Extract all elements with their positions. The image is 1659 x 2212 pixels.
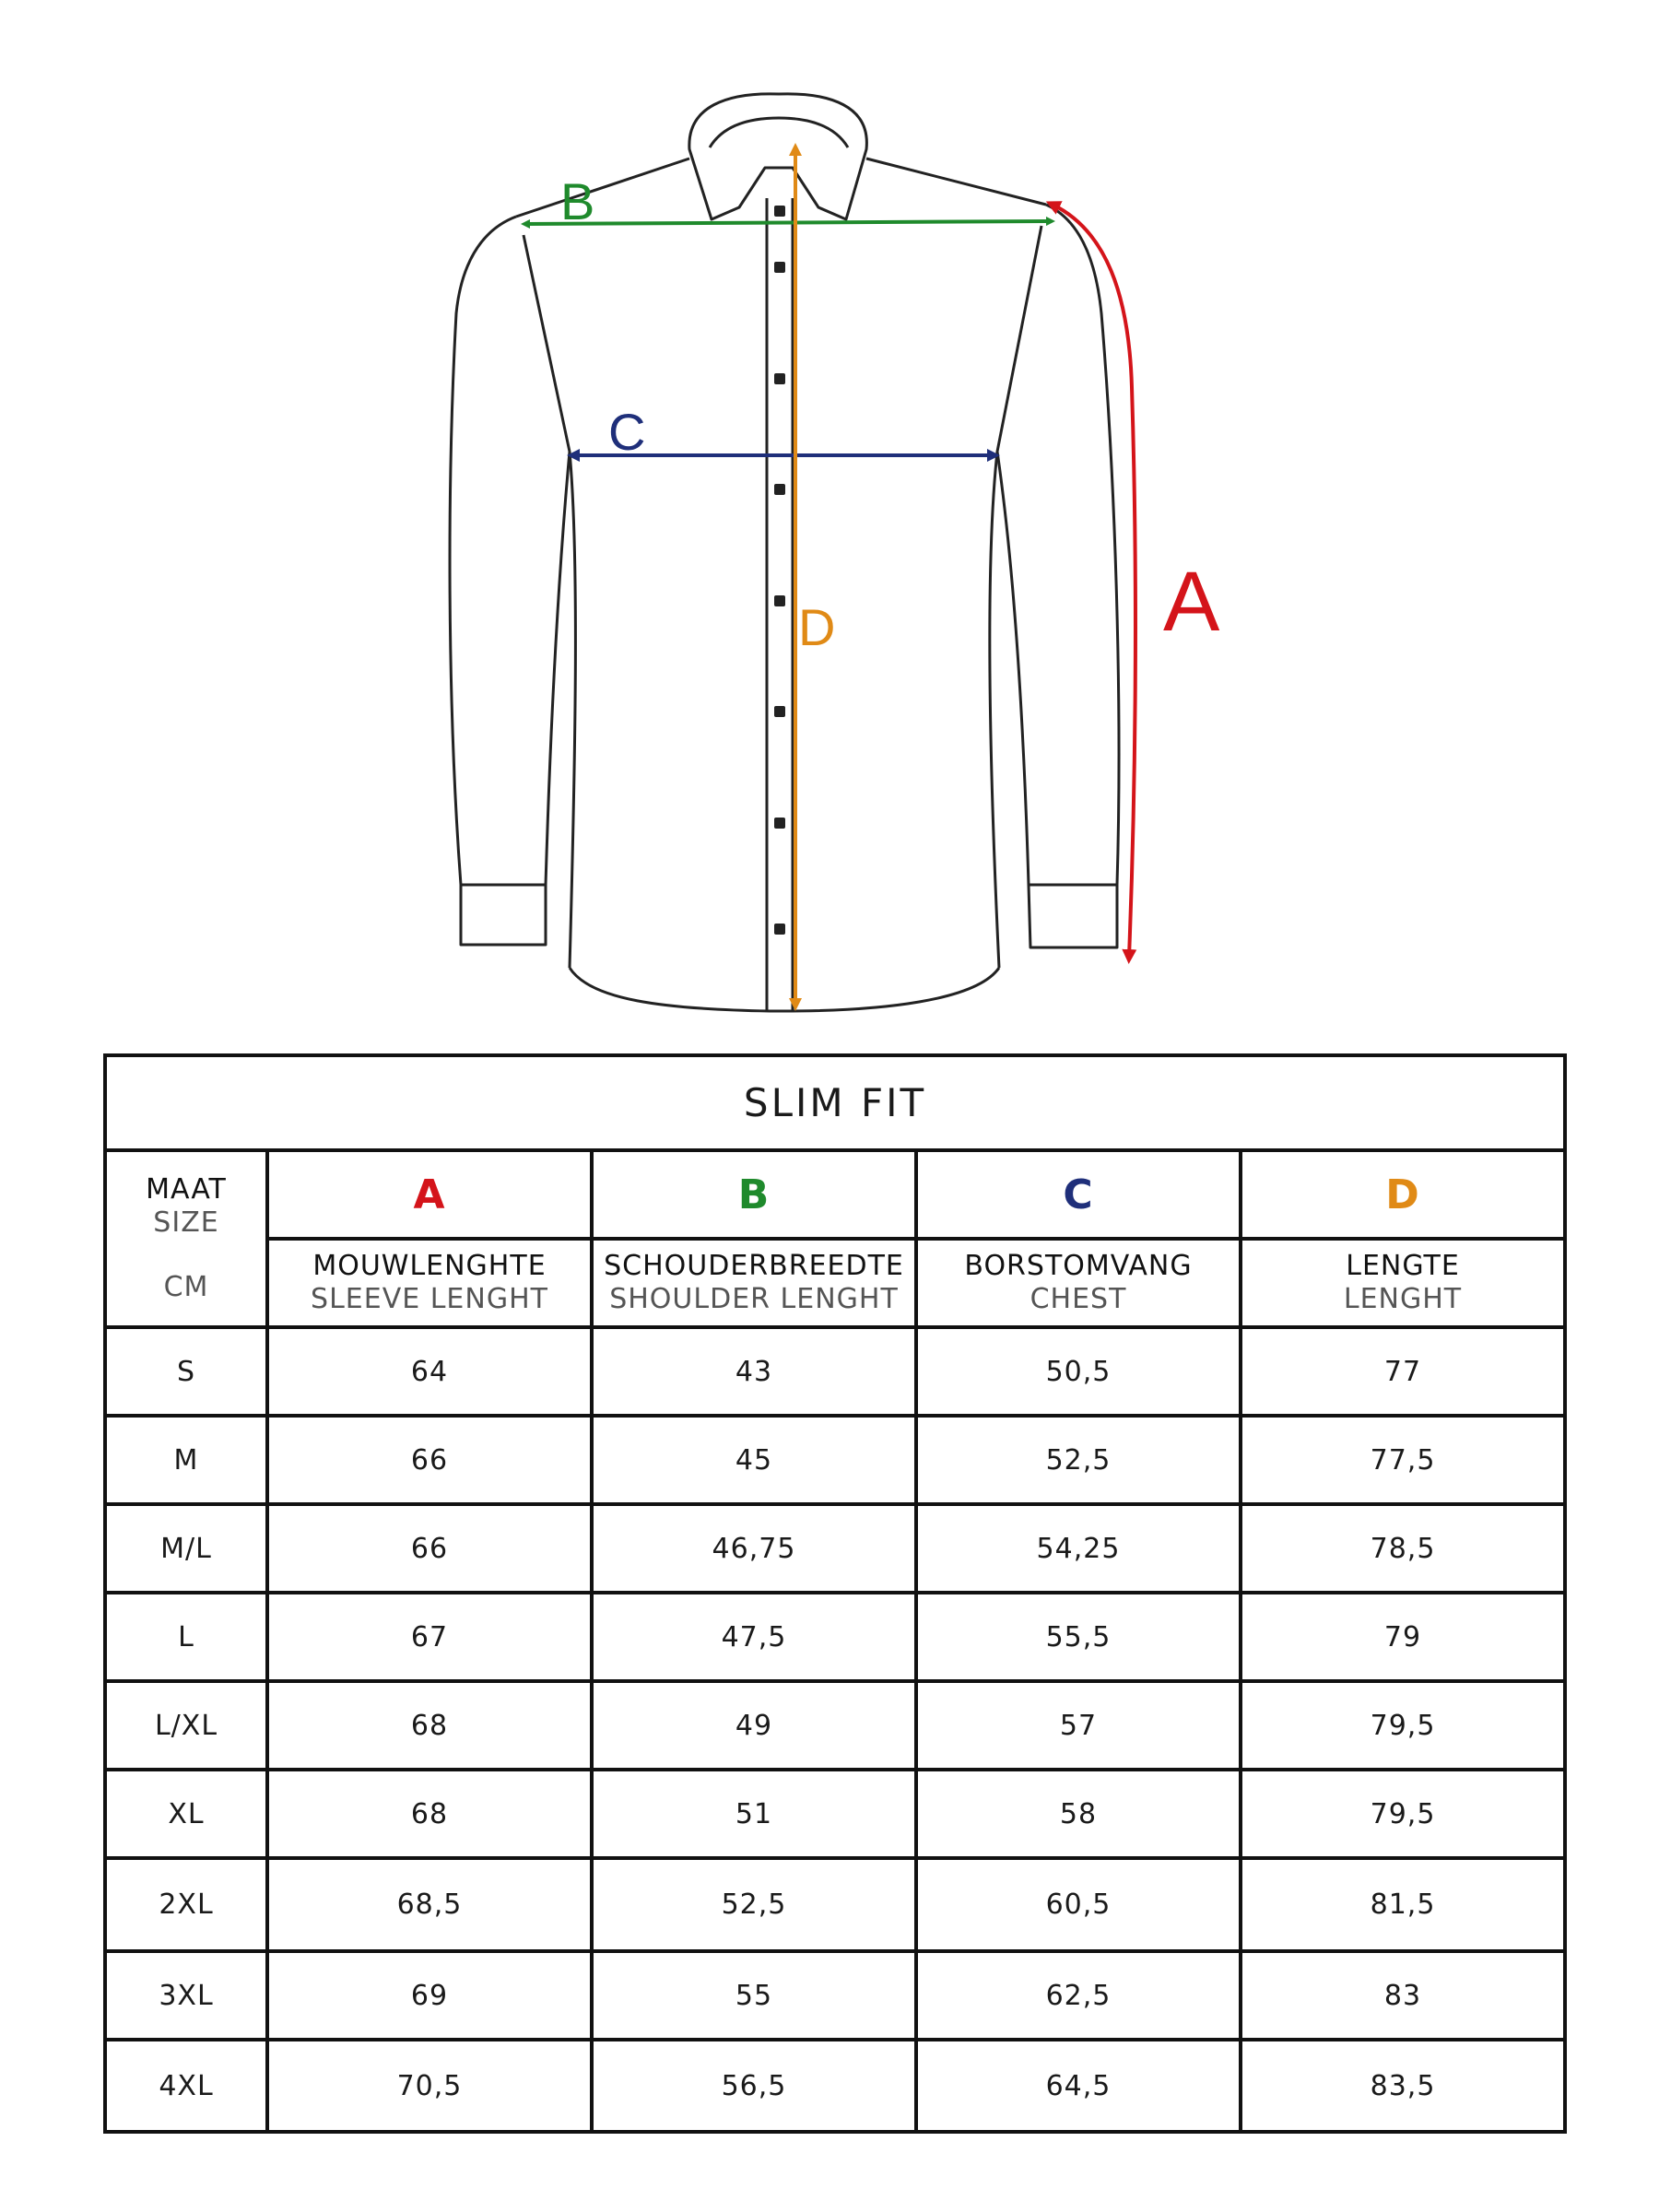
table-row bbox=[105, 1593, 1565, 1681]
shirt-outline bbox=[450, 94, 1119, 1011]
table-row bbox=[105, 1858, 1565, 1951]
size-header-unit: CM bbox=[163, 1271, 209, 1303]
column-label-en: SHOULDER LENGHT bbox=[609, 1283, 899, 1315]
measurement-cell-d: 79,5 bbox=[1241, 1681, 1565, 1770]
shirt-measurement-diagram bbox=[0, 0, 1659, 1032]
table-row bbox=[105, 1416, 1565, 1504]
measurement-cell-c: 50,5 bbox=[916, 1327, 1241, 1416]
column-label-nl: LENGTE bbox=[1346, 1250, 1460, 1282]
button-icon bbox=[774, 595, 785, 606]
label-b: B bbox=[560, 172, 595, 230]
column-label-en: LENGHT bbox=[1343, 1283, 1463, 1315]
button-icon bbox=[774, 818, 785, 829]
measurement-cell-b: 45 bbox=[592, 1416, 916, 1504]
size-cell: S bbox=[105, 1327, 267, 1416]
button-icon bbox=[774, 373, 785, 384]
measurement-cell-d: 78,5 bbox=[1241, 1504, 1565, 1593]
measurement-cell-a: 66 bbox=[267, 1416, 592, 1504]
measurement-cell-b: 55 bbox=[592, 1951, 916, 2040]
table-title: SLIM FIT bbox=[105, 1055, 1565, 1150]
column-label-c bbox=[916, 1239, 1241, 1327]
label-a: A bbox=[1163, 555, 1220, 649]
button-icon bbox=[774, 262, 785, 273]
column-letter-a: A bbox=[267, 1150, 592, 1239]
size-cell: L bbox=[105, 1593, 267, 1681]
size-header bbox=[105, 1150, 267, 1327]
measurement-cell-a: 70,5 bbox=[267, 2040, 592, 2132]
measurement-cell-c: 54,25 bbox=[916, 1504, 1241, 1593]
table-row bbox=[105, 2040, 1565, 2132]
size-cell: L/XL bbox=[105, 1681, 267, 1770]
size-header-nl: MAAT bbox=[146, 1173, 227, 1206]
table-row bbox=[105, 1681, 1565, 1770]
measurement-cell-d: 79 bbox=[1241, 1593, 1565, 1681]
measure-line-a bbox=[1053, 205, 1135, 957]
button-icon bbox=[774, 706, 785, 717]
measurement-cell-a: 68 bbox=[267, 1681, 592, 1770]
measurement-cell-d: 83 bbox=[1241, 1951, 1565, 2040]
column-letter-c: C bbox=[916, 1150, 1241, 1239]
measurement-cell-c: 62,5 bbox=[916, 1951, 1241, 2040]
measurement-cell-c: 57 bbox=[916, 1681, 1241, 1770]
column-letter-b: B bbox=[592, 1150, 916, 1239]
column-label-en: CHEST bbox=[1030, 1283, 1127, 1315]
column-label-row bbox=[105, 1239, 1565, 1327]
column-label-nl: SCHOUDERBREEDTE bbox=[604, 1250, 904, 1282]
size-cell: 3XL bbox=[105, 1951, 267, 2040]
size-chart-body bbox=[105, 1055, 1565, 2132]
table-row bbox=[105, 1504, 1565, 1593]
column-letter-d: D bbox=[1241, 1150, 1565, 1239]
measurement-cell-a: 67 bbox=[267, 1593, 592, 1681]
measurement-cell-a: 69 bbox=[267, 1951, 592, 2040]
size-cell: M bbox=[105, 1416, 267, 1504]
table-row bbox=[105, 1327, 1565, 1416]
measurement-cell-c: 60,5 bbox=[916, 1858, 1241, 1951]
measurement-cell-b: 49 bbox=[592, 1681, 916, 1770]
measurement-cell-c: 52,5 bbox=[916, 1416, 1241, 1504]
measurement-cell-b: 56,5 bbox=[592, 2040, 916, 2132]
size-cell: 4XL bbox=[105, 2040, 267, 2132]
size-cell: XL bbox=[105, 1770, 267, 1858]
measurement-cell-c: 55,5 bbox=[916, 1593, 1241, 1681]
column-label-b bbox=[592, 1239, 916, 1327]
label-d: D bbox=[798, 598, 836, 656]
column-label-en: SLEEVE LENGHT bbox=[311, 1283, 548, 1315]
size-header-en: SIZE bbox=[153, 1206, 219, 1239]
measure-line-b bbox=[525, 221, 1051, 224]
column-label-d bbox=[1241, 1239, 1565, 1327]
measurement-cell-d: 83,5 bbox=[1241, 2040, 1565, 2132]
button-icon bbox=[774, 924, 785, 935]
measurement-cell-a: 68,5 bbox=[267, 1858, 592, 1951]
column-label-a bbox=[267, 1239, 592, 1327]
measurement-cell-c: 64,5 bbox=[916, 2040, 1241, 2132]
column-label-nl: BORSTOMVANG bbox=[964, 1250, 1193, 1282]
measurement-cell-b: 47,5 bbox=[592, 1593, 916, 1681]
measurement-cell-d: 81,5 bbox=[1241, 1858, 1565, 1951]
measurement-cell-b: 43 bbox=[592, 1327, 916, 1416]
button-icon bbox=[774, 206, 785, 217]
column-label-nl: MOUWLENGHTE bbox=[312, 1250, 547, 1282]
measurement-cell-d: 77,5 bbox=[1241, 1416, 1565, 1504]
measurement-cell-c: 58 bbox=[916, 1770, 1241, 1858]
measurement-cell-a: 66 bbox=[267, 1504, 592, 1593]
measurement-cell-b: 46,75 bbox=[592, 1504, 916, 1593]
measurement-cell-d: 79,5 bbox=[1241, 1770, 1565, 1858]
shirt-buttons bbox=[774, 206, 785, 935]
table-row bbox=[105, 1951, 1565, 2040]
measurement-cell-a: 68 bbox=[267, 1770, 592, 1858]
measurement-cell-d: 77 bbox=[1241, 1327, 1565, 1416]
label-c: C bbox=[608, 403, 646, 461]
title-row bbox=[105, 1055, 1565, 1150]
measurement-cell-b: 51 bbox=[592, 1770, 916, 1858]
table-row bbox=[105, 1770, 1565, 1858]
size-cell: M/L bbox=[105, 1504, 267, 1593]
size-cell: 2XL bbox=[105, 1858, 267, 1951]
size-chart-table bbox=[103, 1053, 1567, 2134]
letter-row bbox=[105, 1150, 1565, 1239]
measurement-cell-b: 52,5 bbox=[592, 1858, 916, 1951]
measurement-cell-a: 64 bbox=[267, 1327, 592, 1416]
button-icon bbox=[774, 484, 785, 495]
